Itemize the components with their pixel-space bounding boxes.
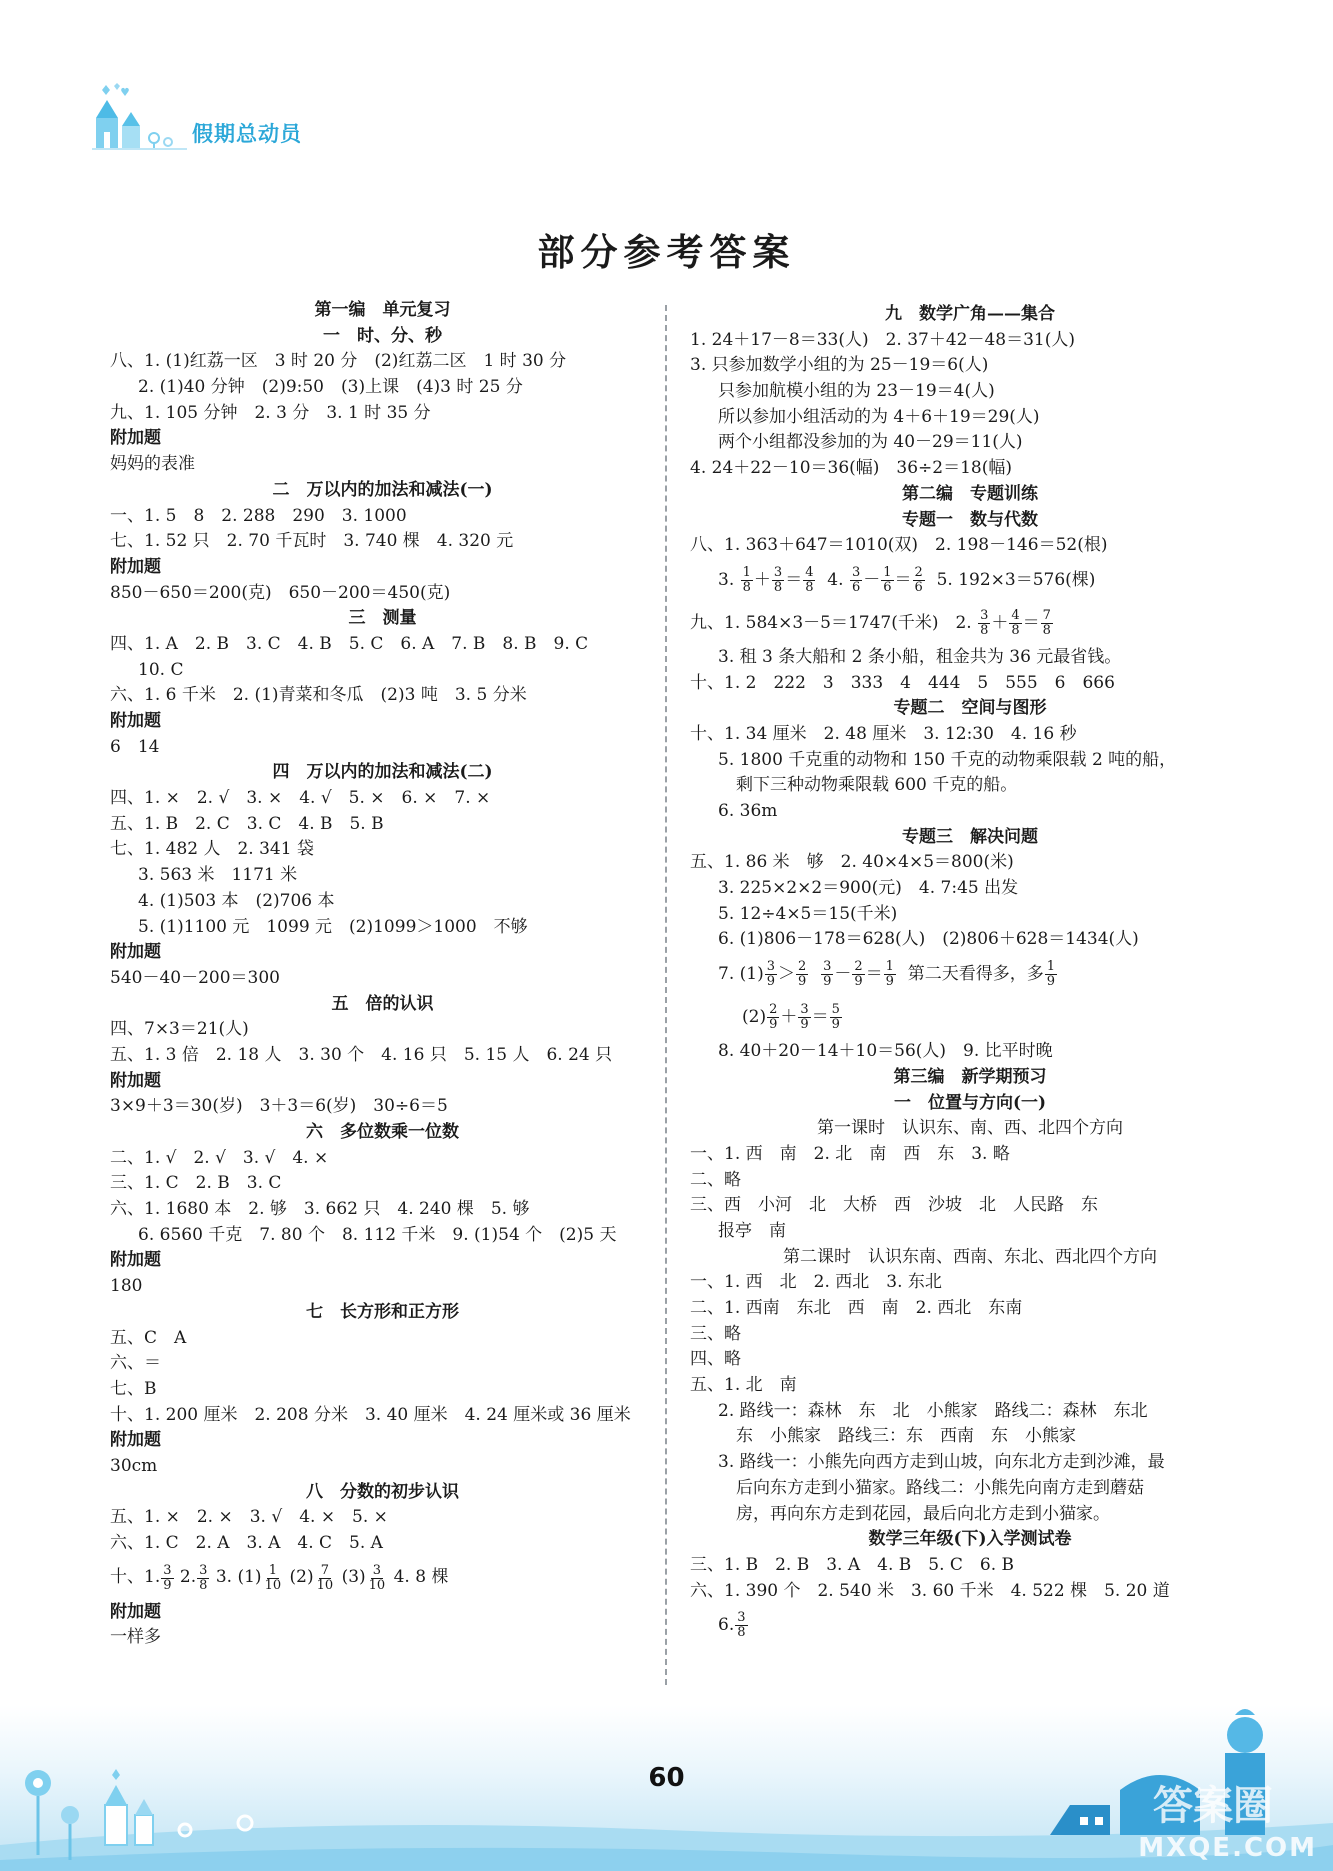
answer-line: 850－650＝200(克) 650－200＝450(克) (110, 582, 451, 603)
fraction: 3 8 (980, 607, 989, 638)
answer-line: 6. 6560 千克 7. 80 个 8. 112 千米 9. (1)54 个 (2)5 天 (138, 1224, 617, 1245)
answer-line: 东 小熊家 路线三：东 西南 东 小熊家 (736, 1426, 1076, 1447)
fraction: 7 8 (1042, 607, 1051, 638)
answer-line: 两个小组都没参加的为 40－29＝11(人) (718, 432, 1023, 453)
extra-question-label: 附加题 (110, 1250, 161, 1271)
answer-line: 3. 租 3 条大船和 2 条小船，租金共为 36 元最省钱。 (718, 646, 1122, 667)
answer-line: 10. C (138, 659, 184, 680)
section-title: 第三编 新学期预习 (893, 1066, 1047, 1087)
answer-line: 二、1. √ 2. √ 3. √ 4. × (110, 1147, 329, 1168)
answer-line: 七、1. 482 人 2. 341 袋 (110, 839, 314, 860)
answer-line: 三、1. B 2. B 3. A 4. B 5. C 6. B (690, 1554, 1014, 1575)
page-title: 部分参考答案 (537, 230, 796, 274)
answer-line: 3×9＋3＝30(岁) 3＋3＝6(岁) 30÷6＝5 (110, 1096, 448, 1117)
unit-title: 专题三 解决问题 (902, 826, 1038, 847)
answer-line: 30cm (110, 1455, 158, 1476)
answer-line: 四、略 (690, 1349, 741, 1370)
fraction: 5 9 (831, 1002, 840, 1033)
brand-name: 假期总动员 (192, 122, 302, 146)
fraction-answer-line: (2) 2 9 ＋ 3 9 ＝ 5 9 (742, 1002, 840, 1033)
unit-title: 二 万以内的加法和减法(一) (272, 479, 493, 500)
answer-line: 六、1. 6 千米 2. (1)青菜和冬瓜 (2)3 吨 3. 5 分米 (110, 685, 527, 706)
answer-line: 3. 路线一：小熊先向西方走到山坡，向东北方走到沙滩，最 (718, 1452, 1165, 1473)
answer-line: 二、1. 西南 东北 西 南 2. 西北 东南 (690, 1298, 1023, 1318)
fraction: 1 9 (885, 959, 894, 990)
section-title: 第二编 专题训练 (902, 483, 1038, 504)
fraction: 4 8 (805, 564, 814, 595)
answer-line: 五、1. × 2. × 3. √ 4. × 5. × (110, 1507, 388, 1528)
fraction: 2 9 (798, 959, 807, 990)
unit-title: 六 多位数乘一位数 (306, 1122, 459, 1142)
unit-title: 三 测量 (348, 608, 417, 629)
castle-icon (92, 82, 187, 152)
fraction-answer-line: 九、1. 584×3－5＝1747(千米) 2. 3 8 ＋ 4 8 ＝ 7 8 (690, 607, 1051, 638)
answer-line: 5. 12÷4×5＝15(千米) (718, 903, 898, 924)
answer-line: 六、1. 390 个 2. 540 米 3. 60 千米 4. 522 棵 5. 20 道 (690, 1580, 1170, 1601)
extra-question-label: 附加题 (110, 942, 161, 963)
extra-question-label: 附加题 (110, 556, 161, 577)
answer-line: 2. (1)40 分钟 (2)9:50 (3)上课 (4)3 时 25 分 (138, 377, 523, 398)
answer-line: 一、1. 5 8 2. 288 290 3. 1000 (110, 505, 407, 526)
brand-logo (92, 82, 352, 152)
answer-line: 六、1. C 2. A 3. A 4. C 5. A (110, 1533, 383, 1553)
fraction: 1 9 (1046, 959, 1056, 990)
unit-title: 专题一 数与代数 (902, 509, 1038, 530)
answer-line: 三、1. C 2. B 3. C (110, 1173, 282, 1194)
answer-line: 五、1. B 2. C 3. C 4. B 5. B (110, 813, 384, 834)
unit-title: 八 分数的初步认识 (306, 1481, 459, 1502)
fraction-answer-line: 十、1. 3 9 2. 3 8 3. (1) 1 10 (2) 7 10 (3) 3 10 4. 8 棵 (110, 1562, 449, 1593)
answer-line: 五、1. 3 倍 2. 18 人 3. 30 个 4. 16 只 5. 15 人 6. 24 只 (110, 1044, 613, 1065)
answer-line: 八、1. 363＋647＝1010(双) 2. 198－146＝52(根) (690, 535, 1108, 556)
answer-line: 6. (1)806－178＝628(人) (2)806＋628＝1434(人) (718, 929, 1139, 950)
watermark-url: MXQE.COM (1138, 1833, 1317, 1863)
lesson-title: 第二课时 认识东南、西南、东北、西北四个方向 (783, 1246, 1157, 1267)
extra-question-label: 附加题 (110, 711, 161, 731)
fraction: 3 9 (800, 1002, 809, 1033)
unit-title: 数学三年级(下)入学测试卷 (868, 1529, 1072, 1550)
fraction: 1 8 (742, 564, 751, 595)
page-number: 60 (648, 1763, 685, 1793)
answer-line: 只参加航模小组的为 23－19＝4(人) (718, 381, 995, 402)
unit-title: 九 数学广角——集合 (885, 304, 1055, 324)
right-column (690, 302, 1250, 1647)
answer-line: 5. (1)1100 元 1099 元 (2)1099＞1000 不够 (138, 916, 528, 937)
answer-line: 五、C A (110, 1327, 187, 1348)
column-divider (665, 305, 667, 1685)
answer-line: 5. 1800 千克重的动物和 150 千克的动物乘限载 2 吨的船， (718, 749, 1177, 770)
answer-line: 一、1. 西 北 2. 西北 3. 东北 (690, 1272, 942, 1293)
answer-line: 报亭 南 (718, 1220, 786, 1241)
answer-line: 三、西 小河 北 大桥 西 沙坡 北 人民路 东 (690, 1195, 1098, 1216)
answer-line: 3. 225×2×2＝900(元) 4. 7:45 出发 (718, 878, 1019, 899)
fraction-answer-line: 7. (1) 3 9 ＞ 2 9 3 9 － 2 9 ＝ 1 9 第二天看得多，多 1 9 (718, 959, 1056, 990)
watermark-logo: 答案圈 (1153, 1783, 1273, 1829)
extra-question-label: 附加题 (110, 1430, 161, 1451)
fraction: 3 8 (737, 1610, 746, 1641)
answer-line: 七、B (110, 1378, 157, 1399)
extra-question-label: 附加题 (110, 1601, 161, 1622)
answer-line: 8. 40＋20－14＋10＝56(人) 9. 比平时晚 (718, 1041, 1053, 1062)
fraction: 2 6 (914, 564, 923, 595)
fraction: 3 9 (766, 959, 775, 990)
answer-line: 三、略 (690, 1323, 741, 1344)
answer-line: 二、略 (690, 1169, 741, 1190)
unit-title: 一 位置与方向(一) (893, 1092, 1047, 1113)
answer-line: 六、1. 1680 本 2. 够 3. 662 只 4. 240 棵 5. 够 (110, 1199, 530, 1220)
answer-line: 四、7×3＝21(人) (110, 1019, 249, 1040)
answer-line: 五、1. 北 南 (690, 1375, 797, 1396)
answer-line: 所以参加小组活动的为 4＋6＋19＝29(人) (718, 406, 1040, 427)
fraction: 2 9 (769, 1002, 778, 1033)
answer-line: 九、1. 105 分钟 2. 3 分 3. 1 时 35 分 (110, 402, 431, 423)
answer-line: 四、1. × 2. √ 3. × 4. √ 5. × 6. × 7. × (110, 788, 491, 809)
fraction: 3 8 (199, 1562, 208, 1593)
fraction: 1 10 (264, 1562, 282, 1593)
fraction-answer-line: 3. 1 8 ＋ 3 8 ＝ 4 8 4. 3 6 － 1 6 ＝ 2 6 5. 192×3＝576(棵) (718, 564, 1096, 595)
fraction: 3 6 (851, 564, 861, 595)
answer-line: 剩下三种动物乘限载 600 千克的船。 (736, 775, 1018, 796)
answer-line: 妈妈的表准 (110, 454, 195, 475)
answer-line: 4. 24＋22－10＝36(幅) 36÷2＝18(幅) (690, 458, 1013, 479)
extra-question-label: 附加题 (110, 1070, 161, 1091)
extra-question-label: 附加题 (110, 428, 161, 449)
answer-line: 十、1. 200 厘米 2. 208 分米 3. 40 厘米 4. 24 厘米或 36 厘米 (110, 1404, 631, 1425)
fraction: 3 9 (163, 1562, 172, 1593)
answer-line: 一样多 (110, 1627, 161, 1648)
answer-line: 3. 只参加数学小组的为 25－19＝6(人) (690, 355, 989, 376)
answer-line: 6. 36m (718, 801, 778, 821)
answer-line: 540－40－200＝300 (110, 967, 280, 988)
unit-title: 专题二 空间与图形 (893, 698, 1047, 719)
answer-line: 十、1. 34 厘米 2. 48 厘米 3. 12:30 4. 16 秒 (690, 723, 1077, 744)
answer-line: 房，再向东方走到花园，最后向北方走到小猫家。 (736, 1503, 1110, 1524)
fraction: 2 9 (854, 959, 863, 990)
answer-line: 六、＝ (110, 1353, 161, 1374)
fraction: 7 10 (316, 1562, 334, 1593)
unit-title: 七 长方形和正方形 (306, 1301, 459, 1322)
answer-line: 十、1. 2 222 3 333 4 444 5 555 6 666 (690, 672, 1115, 693)
answer-line: 1. 24＋17－8＝33(人) 2. 37＋42－48＝31(人) (690, 329, 1076, 350)
answer-line: 四、1. A 2. B 3. C 4. B 5. C 6. A 7. B 8. B 9. C (110, 633, 589, 654)
answer-line: 五、1. 86 米 够 2. 40×4×5＝800(米) (690, 852, 1014, 873)
answer-line: 后向东方走到小猫家。路线二：小熊先向南方走到蘑菇 (736, 1477, 1144, 1498)
fraction: 3 10 (368, 1562, 386, 1593)
unit-title: 四 万以内的加法和减法(二) (272, 762, 493, 783)
answer-line: 3. 563 米 1171 米 (138, 865, 298, 886)
fraction-answer-line: 6. 3 8 (718, 1610, 746, 1641)
lesson-title: 第一课时 认识东、南、西、北四个方向 (817, 1118, 1123, 1139)
answer-line: 2. 路线一：森林 东 北 小熊家 路线二：森林 东北 (718, 1400, 1148, 1421)
answer-line: 一、1. 西 南 2. 北 南 西 东 3. 略 (690, 1143, 1010, 1164)
answer-line: 七、1. 52 只 2. 70 千瓦时 3. 740 棵 4. 320 元 (110, 531, 514, 552)
unit-title: 一 时、分、秒 (323, 325, 442, 346)
fraction: 1 6 (883, 564, 892, 595)
answer-line: 180 (110, 1276, 143, 1297)
answer-line: 6 14 (110, 736, 160, 757)
answer-line: 八、1. (1)红荔一区 3 时 20 分 (2)红荔二区 1 时 30 分 (110, 351, 567, 372)
answer-line: 4. (1)503 本 (2)706 本 (138, 890, 335, 911)
fraction: 4 8 (1011, 607, 1020, 638)
section-title: 第一编 单元复习 (314, 300, 451, 320)
left-column (110, 298, 655, 1651)
fraction: 3 8 (773, 564, 783, 595)
fraction: 3 9 (823, 959, 832, 990)
unit-title: 五 倍的认识 (331, 993, 434, 1014)
